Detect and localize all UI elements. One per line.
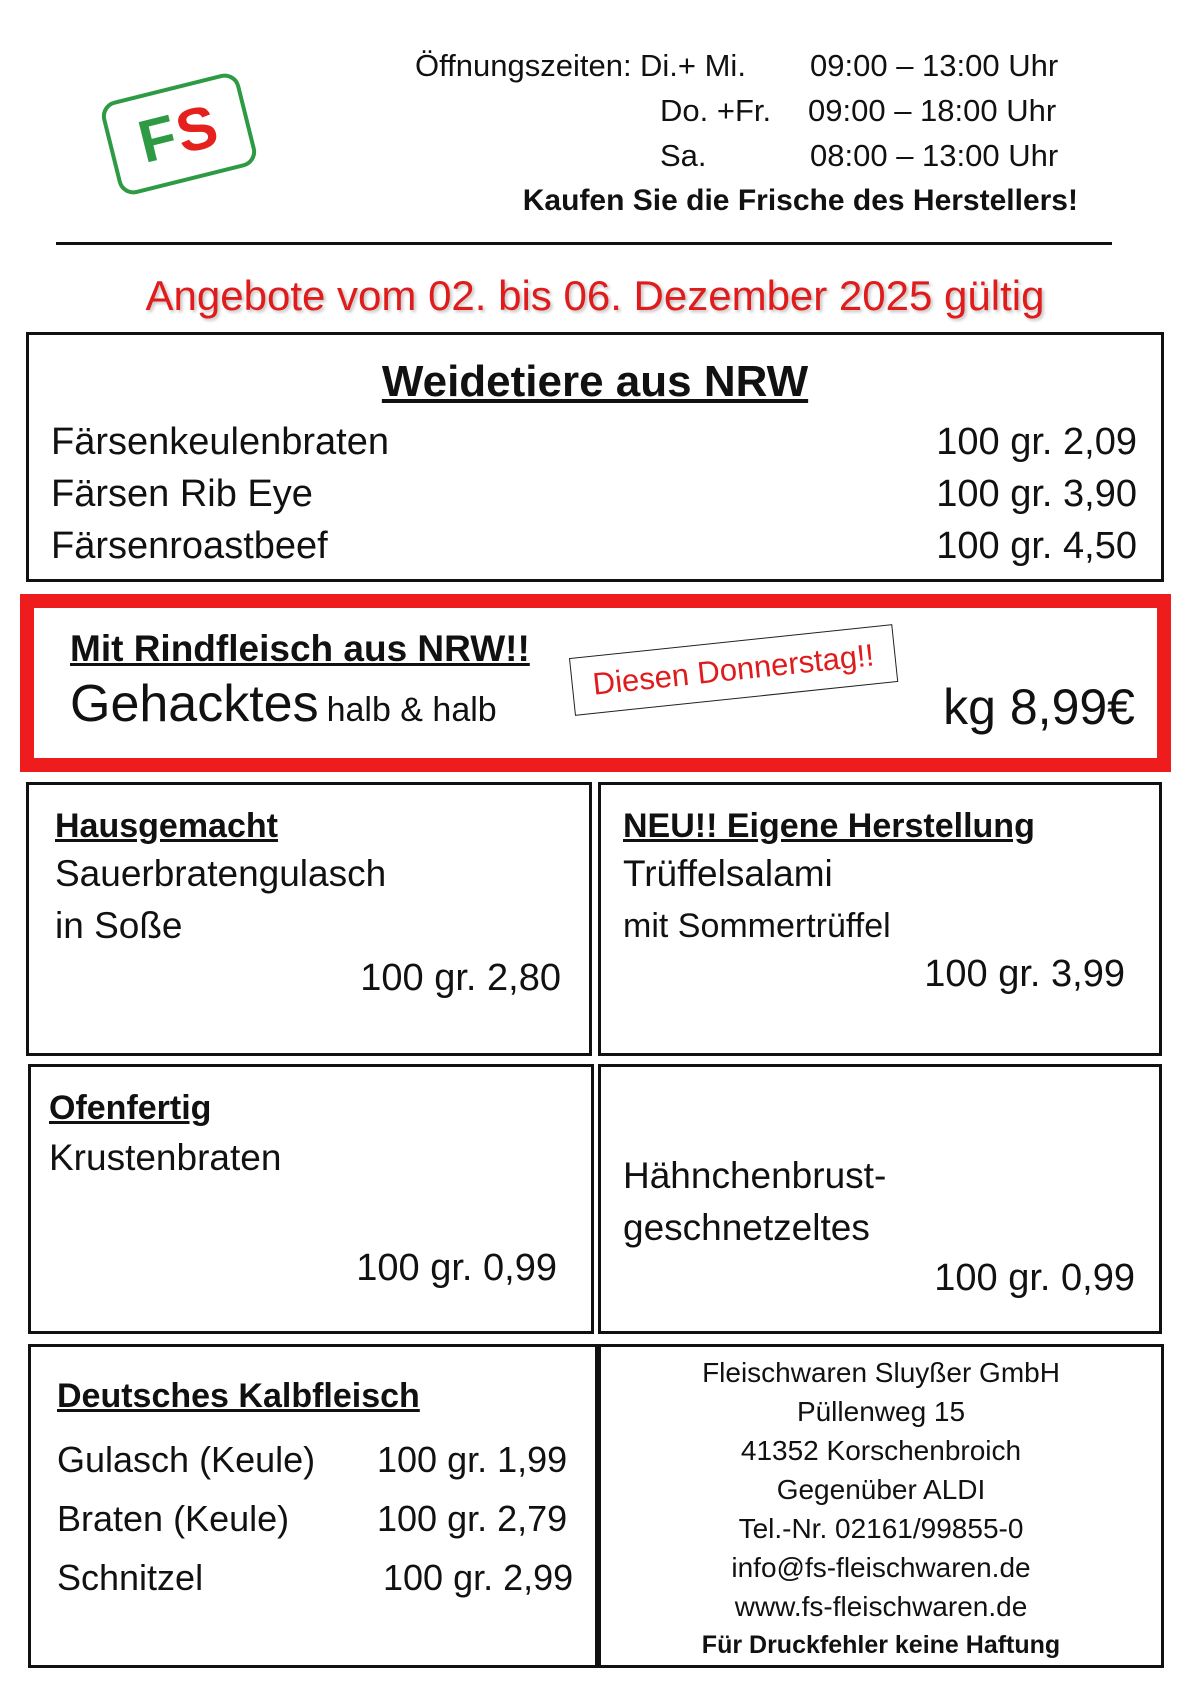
weidetiere-box: [26, 332, 1164, 582]
gehacktes-name-text: Gehacktes: [70, 675, 319, 733]
gehacktes-price: kg 8,99€: [943, 679, 1135, 735]
item-price: 100 gr. 4,50: [936, 525, 1137, 567]
neu-line2: mit Sommertrüffel: [623, 907, 891, 945]
weidetiere-row: [51, 421, 1137, 464]
haehnchen-line2: geschnetzeltes: [623, 1207, 870, 1248]
gehacktes-highlight-box: [20, 594, 1171, 772]
hausgemacht-price: 100 gr. 2,80: [360, 957, 561, 999]
logo-letters: [131, 91, 227, 176]
contact-box: [598, 1344, 1164, 1668]
logo-letter-f: F: [131, 101, 186, 176]
kalbfleisch-item-price: 100 gr. 1,99: [377, 1439, 568, 1480]
neu-heading: NEU!! Eigene Herstellung: [623, 807, 1035, 845]
neu-box: [598, 782, 1162, 1056]
validity-banner: Angebote vom 02. bis 06. Dezember 2025 gültig: [145, 272, 1045, 319]
contact-street: Püllenweg 15: [796, 1396, 966, 1427]
contact-website: www.fs-fleischwaren.de: [734, 1591, 1028, 1622]
item-name: Färsen Rib Eye: [51, 473, 313, 515]
hours-days-3: Sa.: [660, 138, 707, 173]
item-name: Färsenroastbeef: [51, 525, 328, 567]
kalbfleisch-item-price: 100 gr. 2,99: [383, 1557, 574, 1598]
hausgemacht-box: [26, 782, 592, 1056]
gehacktes-heading: Mit Rindfleisch aus NRW!!: [70, 628, 530, 669]
ofenfertig-price: 100 gr. 0,99: [356, 1247, 557, 1289]
hours-label: Öffnungszeiten:: [415, 48, 632, 83]
kalbfleisch-heading: Deutsches Kalbfleisch: [57, 1377, 420, 1415]
kalbfleisch-item-price: 100 gr. 2,79: [377, 1498, 568, 1539]
header-divider: [56, 242, 1112, 245]
weidetiere-title: Weidetiere aus NRW: [381, 357, 809, 406]
logo-letter-s: S: [169, 91, 227, 167]
hours-days-1: Di.+ Mi.: [640, 48, 746, 83]
haehnchen-line1: Hähnchenbrust-: [623, 1155, 887, 1196]
hours-time-2: 09:00 – 18:00 Uhr: [808, 93, 1057, 128]
hausgemacht-line2: in Soße: [55, 905, 183, 946]
hours-days-2: Do. +Fr.: [660, 93, 772, 128]
kalbfleisch-item-name: Schnitzel: [57, 1557, 204, 1598]
hours-time-3: 08:00 – 13:00 Uhr: [810, 138, 1059, 173]
item-price: 100 gr. 2,09: [936, 421, 1137, 463]
ofenfertig-box: [28, 1064, 594, 1334]
fs-logo: [98, 70, 259, 198]
hours-time-1: 09:00 – 13:00 Uhr: [810, 48, 1059, 83]
contact-phone: Tel.-Nr. 02161/99855-0: [738, 1513, 1024, 1544]
weidetiere-row: [51, 525, 1137, 568]
slogan: Kaufen Sie die Frische des Herstellers!: [522, 184, 1078, 217]
contact-landmark: Gegenüber ALDI: [776, 1474, 986, 1505]
kalbfleisch-box: [28, 1344, 598, 1668]
hausgemacht-line1: Sauerbratengulasch: [55, 853, 387, 894]
kalbfleisch-item-name: Gulasch (Keule): [57, 1439, 316, 1480]
contact-company: Fleischwaren Sluyßer GmbH: [702, 1357, 1060, 1388]
ofenfertig-line1: Krustenbraten: [49, 1137, 282, 1178]
haehnchen-price: 100 gr. 0,99: [934, 1257, 1135, 1299]
hausgemacht-heading: Hausgemacht: [55, 807, 278, 845]
haehnchen-box: [598, 1064, 1162, 1334]
item-name: Färsenkeulenbraten: [51, 421, 389, 463]
neu-line1: Trüffelsalami: [623, 853, 833, 894]
gehacktes-name: [70, 674, 497, 734]
kalbfleisch-item-name: Braten (Keule): [57, 1498, 290, 1539]
contact-city: 41352 Korschenbroich: [740, 1435, 1022, 1466]
contact-email: info@fs-fleischwaren.de: [731, 1552, 1031, 1583]
weidetiere-row: [51, 473, 1137, 516]
item-price: 100 gr. 3,90: [936, 473, 1137, 515]
contact-disclaimer: Für Druckfehler keine Haftung: [701, 1631, 1061, 1659]
gehacktes-subtitle: halb & halb: [326, 691, 497, 729]
donnerstag-badge: Diesen Donnerstag!!: [569, 624, 898, 716]
neu-price: 100 gr. 3,99: [924, 953, 1125, 995]
ofenfertig-heading: Ofenfertig: [49, 1089, 212, 1127]
